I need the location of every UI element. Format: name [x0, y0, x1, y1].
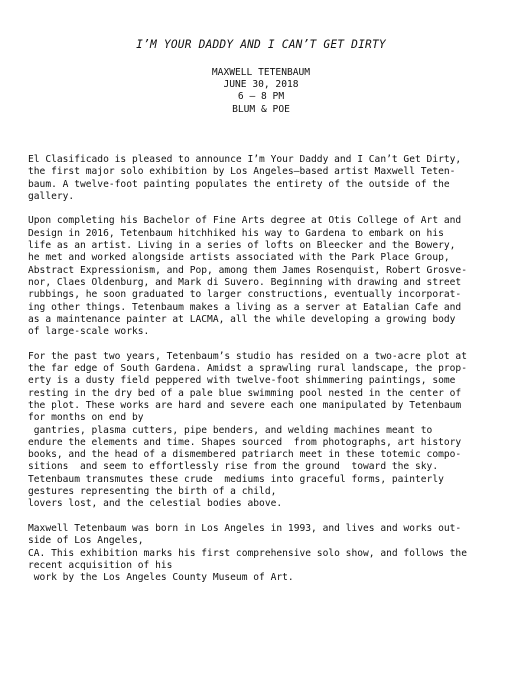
- paragraph-line: the far edge of South Gardena. Amidst a sprawling rural landscape, the prop-: [28, 363, 467, 375]
- exhibition-date: JUNE 30, 2018: [223, 79, 299, 91]
- paragraph-line: sitions and seem to effortlessly rise from the ground toward the sky.: [28, 461, 439, 473]
- paragraph-line: Abstract Expressionism, and Pop, among them James Rosenquist, Robert Grosve-: [28, 264, 467, 276]
- exhibition-time: 6 – 8 PM: [237, 91, 285, 103]
- artist-name: MAXWELL TETENBAUM: [211, 67, 311, 78]
- paragraph-line: nor, Claes Oldenburg, and Mark di Suvero. Beginning with drawing and street: [28, 276, 462, 288]
- paragraph-3: [28, 351, 508, 511]
- paragraph-line: rubbings, he soon graduated to larger constructions, eventually incorporat-: [28, 289, 462, 301]
- exhibition-title: I’M YOUR DADDY AND I CAN’T GET DIRTY: [136, 38, 386, 51]
- paragraph-line: El Clasificado is pleased to announce I’m Your Daddy and I Can’t Get Dirty,: [28, 154, 462, 165]
- paragraph-line: the plot. These works are hard and severe each one manipulated by Tetenbaum: [28, 399, 462, 411]
- gallery-name: BLUM & POE: [232, 103, 290, 115]
- paragraph-line: Tetenbaum transmutes these crude mediums into graceful forms, painterly: [28, 473, 444, 485]
- paragraph-2: [28, 215, 508, 338]
- paragraph-line: for months on end by: [28, 412, 144, 424]
- paragraph-line: CA. This exhibition marks his first comprehensive solo show, and follows the: [28, 547, 467, 559]
- paragraph-line: he met and worked alongside artists associated with the Park Place Group,: [28, 252, 450, 264]
- paragraph-line: recent acquisition of his: [28, 559, 173, 571]
- paragraph-line: resting in the dry bed of a pale blue swimming pool nested in the center of: [28, 387, 462, 399]
- paragraph-line: baum. A twelve-foot painting populates the entirety of the outside of the: [28, 178, 450, 190]
- paragraph-line: erty is a dusty field peppered with twelve-foot shimmering paintings, some: [28, 375, 456, 387]
- paragraph-line: Design in 2016, Tetenbaum hitchhiked his way to Gardena to embark on his: [28, 227, 444, 239]
- paragraph-line: gestures representing the birth of a child,: [28, 486, 277, 498]
- paragraph-line: Maxwell Tetenbaum was born in Los Angeles in 1993, and lives and works out-: [28, 522, 462, 534]
- paragraph-line: Upon completing his Bachelor of Fine Arts degree at Otis College of Art and: [28, 215, 462, 227]
- paragraph-line: side of Los Angeles,: [28, 535, 144, 547]
- exhibition-info: [0, 67, 522, 116]
- press-release-body: [28, 154, 508, 597]
- paragraph-line: For the past two years, Tetenbaum’s studio has resided on a two-acre plot at: [28, 350, 467, 362]
- paragraph-line: books, and the head of a dismembered patriarch meet in these totemic compo-: [28, 449, 462, 461]
- paragraph-line: ing other things. Tetenbaum makes a living as a server at Eatalian Cafe and: [28, 301, 462, 313]
- paragraph-line: endure the elements and time. Shapes sourced from photographs, art history: [28, 436, 462, 448]
- paragraph-line: the first major solo exhibition by Los Angeles–based artist Maxwell Teten-: [28, 166, 456, 178]
- paragraph-line: of large-scale works.: [28, 326, 150, 338]
- paragraph-line: gallery.: [28, 190, 75, 202]
- paragraph-1: [28, 154, 508, 203]
- paragraph-line: life as an artist. Living in a series of lofts on Bleecker and the Bowery,: [28, 240, 456, 252]
- paragraph-line: as a maintenance painter at LACMA, all the while developing a growing body: [28, 313, 456, 325]
- paragraph-line: lovers lost, and the celestial bodies above.: [28, 498, 283, 510]
- paragraph-4: [28, 523, 508, 584]
- paragraph-line: work by the Los Angeles County Museum of Art.: [28, 572, 294, 584]
- paragraph-line: gantries, plasma cutters, pipe benders, and welding machines meant to: [28, 424, 433, 436]
